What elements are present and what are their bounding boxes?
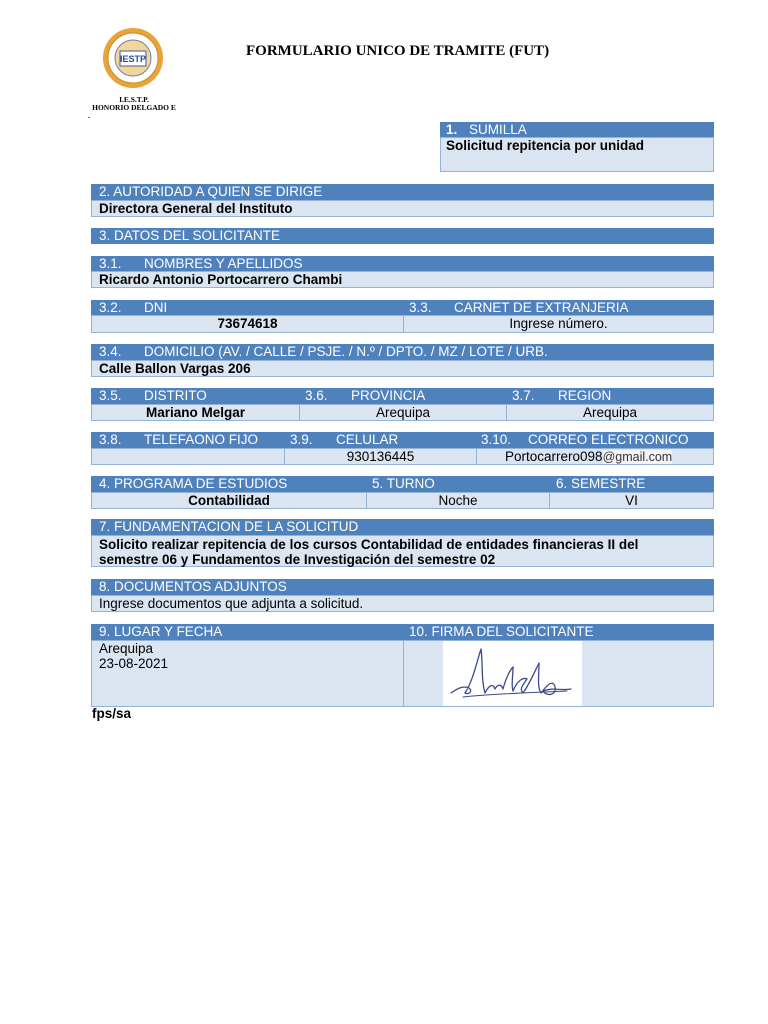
domicilio-value: Calle Ballon Vargas 206	[99, 361, 251, 376]
institute-logo	[98, 27, 168, 89]
telefono-label: TELEFAONO FIJO	[144, 432, 259, 447]
fundamentacion-field[interactable]	[91, 535, 714, 567]
contacto-header	[91, 432, 714, 448]
nombres-value: Ricardo Antonio Portocarrero Chambi	[99, 272, 343, 287]
semestre-value: VI	[625, 493, 638, 508]
lugar-firma-header	[91, 624, 714, 640]
domicilio-header	[91, 344, 714, 360]
correo-field[interactable]	[477, 449, 713, 464]
semestre-field[interactable]	[550, 493, 713, 508]
fundamentacion-line-1: Solicito realizar repitencia de los cursos Contabilidad de entidades financieras II del	[99, 537, 639, 552]
telefono-field[interactable]	[92, 449, 285, 464]
programa-header	[91, 476, 714, 492]
sumilla-field[interactable]	[440, 137, 714, 172]
provincia-field[interactable]	[300, 405, 507, 420]
turno-field[interactable]	[367, 493, 550, 508]
distrito-field[interactable]	[92, 405, 300, 420]
programa-field[interactable]	[92, 493, 367, 508]
dni-field[interactable]	[92, 316, 404, 332]
firma-label: 10. FIRMA DEL SOLICITANTE	[409, 624, 594, 639]
programa-value: Contabilidad	[188, 493, 270, 508]
correo-value-domain: @gmail.com	[602, 450, 673, 464]
carnet-value: Ingrese número.	[509, 316, 608, 331]
region-label: REGION	[558, 388, 612, 403]
fundamentacion-label: 7. FUNDAMENTACION DE LA SOLICITUD	[99, 519, 359, 534]
carnet-label: CARNET DE EXTRANJERIA	[454, 300, 629, 315]
celular-number: 3.9.	[290, 432, 313, 447]
institute-line-3: .	[88, 111, 90, 120]
distrito-value: Mariano Melgar	[145, 405, 246, 420]
celular-field[interactable]	[285, 449, 477, 464]
programa-label: 4. PROGRAMA DE ESTUDIOS	[99, 476, 288, 491]
ubicacion-header	[91, 388, 714, 404]
carnet-field[interactable]	[404, 316, 713, 332]
nombres-header	[91, 256, 714, 272]
region-number: 3.7.	[512, 388, 535, 403]
dni-carnet-row	[91, 315, 714, 333]
logo-text: IESTP	[119, 54, 147, 64]
fundamentacion-header	[91, 519, 714, 535]
autoridad-header	[91, 184, 714, 200]
domicilio-label: DOMICILIO (AV. / CALLE / PSJE. / N.º / DPTO. / MZ / LOTE / URB.	[144, 344, 548, 359]
lugar-field[interactable]	[92, 641, 404, 706]
region-field[interactable]	[507, 405, 713, 420]
provincia-number: 3.6.	[305, 388, 328, 403]
institute-name	[88, 96, 180, 120]
firma-field[interactable]	[404, 641, 713, 706]
provincia-value: Arequipa	[375, 405, 431, 420]
documentos-header	[91, 579, 714, 595]
provincia-label: PROVINCIA	[351, 388, 426, 403]
carnet-number: 3.3.	[409, 300, 432, 315]
lugar-label: 9. LUGAR Y FECHA	[99, 624, 223, 639]
domicilio-number: 3.4.	[99, 344, 122, 359]
distrito-number: 3.5.	[99, 388, 122, 403]
dni-number: 3.2.	[99, 300, 122, 315]
sumilla-number: 1.	[446, 122, 458, 137]
correo-label: CORREO ELECTRONICO	[528, 432, 689, 447]
documentos-field[interactable]	[91, 595, 714, 612]
programa-row	[91, 492, 714, 509]
nombres-number: 3.1.	[99, 256, 122, 271]
footer-initials: fps/sa	[92, 706, 132, 721]
autoridad-field[interactable]	[91, 200, 714, 217]
datos-label: 3. DATOS DEL SOLICITANTE	[99, 228, 281, 243]
domicilio-field[interactable]	[91, 360, 714, 377]
documentos-label: 8. DOCUMENTOS ADJUNTOS	[99, 579, 287, 594]
nombres-label: NOMBRES Y APELLIDOS	[144, 256, 303, 271]
turno-value: Noche	[438, 493, 478, 508]
region-value: Arequipa	[582, 405, 638, 420]
fundamentacion-line-2: semestre 06 y Fundamentos de Investigación del semestre 02	[99, 552, 496, 567]
sumilla-label: SUMILLA	[469, 122, 527, 137]
sumilla-header	[440, 122, 714, 138]
institute-line-2: HONORIO DELGADO E	[92, 103, 176, 112]
institute-line-1: I.E.S.T.P.	[119, 95, 149, 104]
semestre-label: 6. SEMESTRE	[556, 476, 646, 491]
contacto-row	[91, 448, 714, 465]
dni-value: 73674618	[217, 316, 278, 331]
correo-value-user: Portocarrero098	[505, 449, 603, 464]
correo-number: 3.10.	[481, 432, 512, 447]
datos-header	[91, 228, 714, 244]
ubicacion-row	[91, 404, 714, 421]
celular-value: 930136445	[346, 449, 415, 464]
dni-label: DNI	[144, 300, 168, 315]
documentos-value: Ingrese documentos que adjunta a solicitud.	[99, 596, 364, 611]
lugar-date: 23-08-2021	[99, 656, 169, 671]
lugar-firma-row	[91, 640, 714, 707]
autoridad-label: 2. AUTORIDAD A QUIEN SE DIRIGE	[99, 184, 323, 199]
signature-image	[443, 641, 582, 706]
dni-carnet-header	[91, 300, 714, 316]
form-title: FORMULARIO UNICO DE TRAMITE (FUT)	[246, 43, 550, 59]
nombres-field[interactable]	[91, 271, 714, 288]
distrito-label: DISTRITO	[144, 388, 207, 403]
sumilla-value: Solicitud repitencia por unidad	[446, 138, 645, 153]
lugar-place: Arequipa	[99, 641, 154, 656]
turno-label: 5. TURNO	[372, 476, 435, 491]
autoridad-value: Directora General del Instituto	[99, 201, 293, 216]
telefono-number: 3.8.	[99, 432, 122, 447]
celular-label: CELULAR	[336, 432, 399, 447]
